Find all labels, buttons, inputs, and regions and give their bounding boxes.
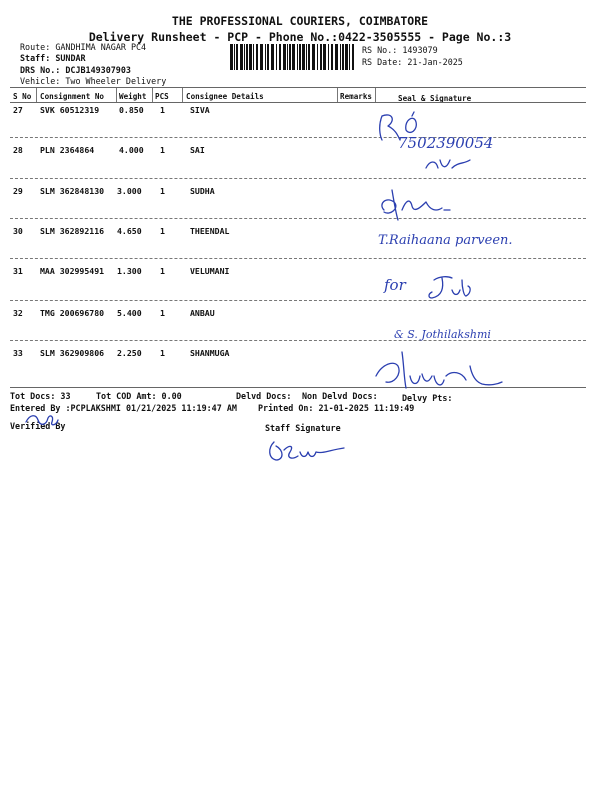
runsheet-subtitle: Delivery Runsheet - PCP - Phone No.:0422-3505555 - Page No.:3: [88, 30, 512, 44]
col-divider: [152, 88, 153, 102]
staff-label: Staff:: [20, 53, 51, 63]
barcode-bar: [349, 44, 350, 70]
row32-handwritten-name: & S. Jothilakshmi: [394, 328, 491, 341]
barcode-bar: [230, 44, 233, 70]
signature-row-27: [370, 106, 540, 180]
col-remarks: Remarks: [340, 92, 373, 101]
row-pcs: 1: [160, 186, 165, 196]
col-consignment: Consignment No: [40, 92, 105, 101]
row-consignee: SAI: [190, 145, 205, 155]
col-divider: [182, 88, 183, 102]
barcode-bar: [299, 44, 301, 70]
barcode-bar: [292, 44, 295, 70]
row-consignee: SHANMUGA: [190, 348, 230, 358]
route-label: Route:: [20, 42, 51, 52]
row-pcs: 1: [160, 105, 165, 115]
barcode-bar: [253, 44, 254, 70]
barcode-bar: [302, 44, 305, 70]
barcode-bar: [312, 44, 315, 70]
barcode-bar: [234, 44, 235, 70]
company-title: THE PROFESSIONAL COURIERS, COIMBATORE: [171, 14, 429, 28]
barcode-bar: [267, 44, 269, 70]
staff-line: [20, 53, 86, 63]
vehicle-value: Two Wheeler Delivery: [65, 76, 167, 86]
col-sno: S No: [13, 92, 32, 101]
row-weight: 3.000: [117, 186, 142, 196]
barcode-bar: [331, 44, 333, 70]
signature-row-29: [372, 180, 482, 229]
row-pcs: 1: [160, 266, 165, 276]
row-sno: 32: [13, 308, 23, 318]
rs-no-line: [362, 45, 438, 55]
route-value: GANDHIMA NAGAR PC4: [55, 42, 147, 52]
row-weight: 0.850: [119, 105, 144, 115]
row-consignee: THEENDAL: [190, 226, 230, 236]
barcode-bar: [283, 44, 286, 70]
table-top-rule: [10, 87, 586, 88]
col-pcs: PCS: [155, 92, 169, 101]
barcode-bar: [345, 44, 348, 70]
route-line: [20, 42, 146, 52]
total-cod-amount: Tot COD Amt: 0.00: [96, 391, 182, 401]
barcode-bar: [240, 44, 243, 70]
signature-row-33: [372, 346, 532, 396]
signature-row-30: [376, 224, 566, 258]
barcode-bar: [317, 44, 318, 70]
row-sno: 29: [13, 186, 23, 196]
row-consignment: SLM 362892116: [40, 226, 105, 236]
rs-date-line: [362, 57, 463, 67]
drs-barcode: [230, 44, 355, 70]
staff-signature-label: Staff Signature: [265, 423, 341, 433]
vehicle-line: [20, 76, 166, 86]
rs-date-label: RS Date:: [362, 57, 403, 67]
barcode-bar: [236, 44, 238, 70]
row-consignment: MAA 302995491: [40, 266, 105, 276]
col-divider: [116, 88, 117, 102]
row-sno: 27: [13, 105, 23, 115]
barcode-bar: [260, 44, 263, 70]
barcode-bar: [306, 44, 307, 70]
col-weight: Weight: [119, 92, 147, 101]
row-weight: 5.400: [117, 308, 142, 318]
row27-phone-number: 7502390054: [398, 134, 494, 152]
row-consignment: SLM 362848130: [40, 186, 105, 196]
drs-label: DRS No.:: [20, 65, 61, 75]
drs-value: DCJB149307903: [65, 65, 131, 75]
row-sno: 33: [13, 348, 23, 358]
barcode-bar: [328, 44, 329, 70]
staff-value: SUNDAR: [55, 53, 86, 63]
barcode-bar: [279, 44, 281, 70]
col-divider: [337, 88, 338, 102]
entered-by: Entered By :PCPLAKSHMI 01/21/2025 11:19:47 AM: [10, 403, 237, 413]
row-pcs: 1: [160, 308, 165, 318]
barcode-bar: [265, 44, 266, 70]
row-consignee: ANBAU: [190, 308, 215, 318]
row-sno: 28: [13, 145, 23, 155]
row31-handwritten-for: for: [384, 276, 406, 294]
row-consignment: TMG 200696780: [40, 308, 105, 318]
row-pcs: 1: [160, 348, 165, 358]
barcode-bar: [244, 44, 245, 70]
col-seal-signature: Seal & Signature: [398, 94, 472, 103]
barcode-bar: [323, 44, 326, 70]
table-header-rule: [10, 102, 586, 103]
verified-by-label: Verified By: [10, 421, 66, 431]
row-weight: 2.250: [117, 348, 142, 358]
col-divider: [375, 88, 376, 102]
col-divider: [36, 88, 37, 102]
verified-by-signature: [22, 408, 62, 434]
row-weight: 4.650: [117, 226, 142, 236]
row-consignment: SLM 362909806: [40, 348, 105, 358]
printed-on: Printed On: 21-01-2025 11:19:49: [258, 403, 415, 413]
staff-signature: [264, 436, 354, 470]
row-sno: 31: [13, 266, 23, 276]
non-delivered-docs: Non Delvd Docs:: [302, 391, 378, 401]
drs-line: [20, 65, 131, 75]
row-pcs: 1: [160, 145, 165, 155]
barcode-bar: [352, 44, 354, 70]
barcode-bar: [246, 44, 248, 70]
barcode-bar: [249, 44, 252, 70]
row-consignee: SUDHA: [190, 186, 215, 196]
row-consignment: SVK 60512319: [40, 105, 100, 115]
row-weight: 4.000: [119, 145, 144, 155]
row-consignee: SIVA: [190, 105, 210, 115]
barcode-bar: [271, 44, 274, 70]
rs-date-value: 21-Jan-2025: [407, 57, 463, 67]
barcode-bar: [297, 44, 298, 70]
row30-handwritten-name: T.Raihaana parveen.: [378, 233, 513, 248]
barcode-bar: [287, 44, 288, 70]
row-sno: 30: [13, 226, 23, 236]
row-rule: [10, 258, 586, 259]
rs-no-value: 1493079: [402, 45, 438, 55]
total-docs: Tot Docs: 33: [10, 391, 71, 401]
row-rule: [10, 218, 586, 219]
rs-no-label: RS No.:: [362, 45, 398, 55]
barcode-bar: [308, 44, 310, 70]
barcode-bar: [289, 44, 291, 70]
barcode-bar: [335, 44, 338, 70]
col-consignee: Consignee Details: [186, 92, 264, 101]
signature-row-31: [380, 266, 500, 310]
barcode-bar: [276, 44, 277, 70]
vehicle-label: Vehicle:: [20, 76, 61, 86]
row-weight: 1.300: [117, 266, 142, 276]
barcode-bar: [340, 44, 341, 70]
barcode-bar: [320, 44, 322, 70]
barcode-bar: [342, 44, 344, 70]
delivered-docs: Delvd Docs:: [236, 391, 292, 401]
delivery-points: Delvy Pts:: [402, 393, 453, 403]
row-consignee: VELUMANI: [190, 266, 230, 276]
barcode-bar: [256, 44, 258, 70]
row-consignment: PLN 2364864: [40, 145, 95, 155]
row-pcs: 1: [160, 226, 165, 236]
